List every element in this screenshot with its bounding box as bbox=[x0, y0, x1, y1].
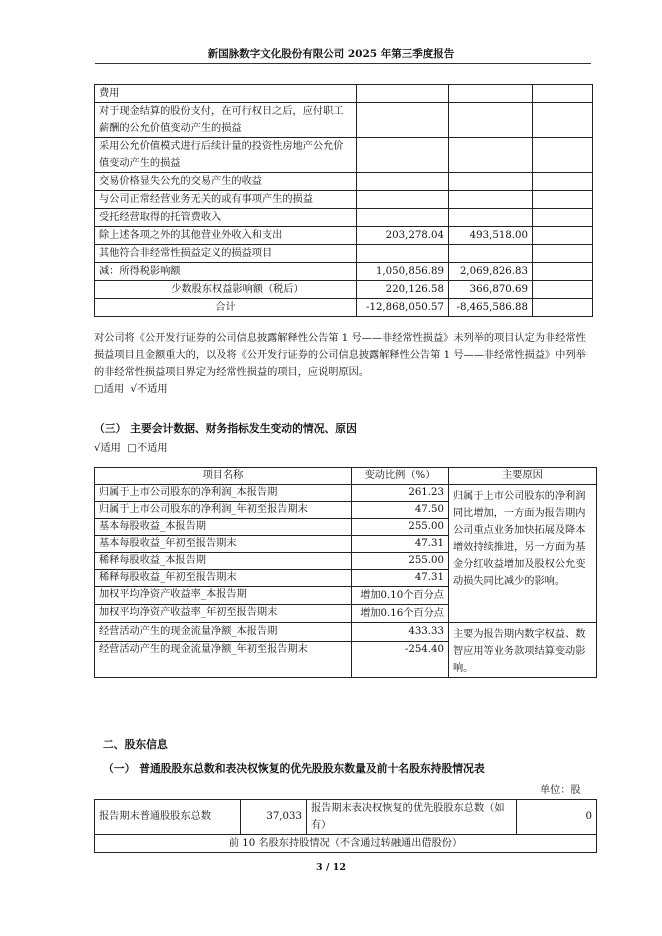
key-data-changes-table bbox=[94, 467, 597, 678]
table-row bbox=[95, 263, 593, 281]
section-title-changes: （三） 主要会计数据、财务指标发生变动的情况、原因 bbox=[94, 422, 357, 435]
row-ratio: 433.33 bbox=[352, 623, 449, 642]
row-ytd bbox=[449, 173, 533, 191]
table-row bbox=[95, 800, 597, 835]
row-ratio: 47.50 bbox=[352, 502, 449, 519]
row-ytd: 493,518.00 bbox=[449, 227, 533, 245]
row-item: 交易价格显失公允的交易产生的收益 bbox=[95, 173, 357, 191]
row-name: 基本每股收益_年初至报告期末 bbox=[95, 536, 352, 553]
row-note bbox=[533, 227, 593, 245]
explanation-paragraph: 对公司将《公开发行证券的公司信息披露解释性公告第 1 号——非经常性损益》未列举的项目认定为非经常性损益项目且金额重大的，以及将《公开发行证券的公司信息披露解释性公告第 1 号——非经常性损益》中列举的非经常性损益项目界定为经常性损益的项目，应说明原因。 bbox=[94, 333, 586, 378]
row-ratio: 261.23 bbox=[352, 485, 449, 502]
applicability-options-1 bbox=[94, 381, 594, 398]
row-ytd: 366,870.69 bbox=[449, 281, 533, 299]
table-row bbox=[95, 835, 597, 853]
table-row bbox=[95, 85, 593, 103]
row-ytd bbox=[449, 138, 533, 173]
row-item: 费用 bbox=[95, 85, 357, 103]
header-item-name: 项目名称 bbox=[95, 468, 352, 485]
table-row bbox=[95, 299, 593, 317]
row-name: 基本每股收益_本报告期 bbox=[95, 519, 352, 536]
row-item: 采用公允价值模式进行后续计量的投资性房地产公允价值变动产生的损益 bbox=[95, 138, 357, 173]
row-note bbox=[533, 209, 593, 227]
row-current bbox=[357, 191, 449, 209]
row-ratio: 47.31 bbox=[352, 536, 449, 553]
table-row bbox=[95, 485, 597, 502]
row-ytd bbox=[449, 209, 533, 227]
header-divider bbox=[95, 63, 591, 64]
row-note bbox=[533, 299, 593, 317]
row-item: 对于现金结算的股份支付，在可行权日之后，应付职工薪酬的公允价值变动产生的损益 bbox=[95, 103, 357, 138]
shareholder-count-table bbox=[94, 799, 597, 853]
common-shareholders-label: 报告期末普通股股东总数 bbox=[95, 800, 241, 835]
top10-shareholders-heading: 前 10 名股东持股情况（不含通过转融通出借股份） bbox=[95, 835, 597, 853]
header-main-reason: 主要原因 bbox=[449, 468, 597, 485]
table-row bbox=[95, 138, 593, 173]
row-reason-cashflow: 主要为报告期内数字权益、数智应用等业务款项结算变动影响。 bbox=[449, 623, 597, 678]
table-row bbox=[95, 227, 593, 245]
row-ytd bbox=[449, 85, 533, 103]
row-note bbox=[533, 263, 593, 281]
row-item: 其他符合非经常性损益定义的损益项目 bbox=[95, 245, 357, 263]
table-header-row bbox=[95, 468, 597, 485]
row-reason-profit: 归属于上市公司股东的净利润同比增加，一方面为报告期内公司重点业务加快拓展及降本增效持续推进，另一方面为基金分红收益增加及股权公允变动损失同比减少的影响。 bbox=[449, 485, 597, 623]
row-current bbox=[357, 209, 449, 227]
option-applicable: √适用 bbox=[94, 443, 121, 454]
row-name: 加权平均净资产收益率_本报告期 bbox=[95, 587, 352, 605]
table-row bbox=[95, 103, 593, 138]
subsection-title-shareholder-counts: （一） 普通股股东总数和表决权恢复的优先股股东数量及前十名股东持股情况表 bbox=[103, 762, 485, 775]
row-note bbox=[533, 103, 593, 138]
row-name: 经营活动产生的现金流量净额_本报告期 bbox=[95, 623, 352, 642]
row-note bbox=[533, 191, 593, 209]
table-row bbox=[95, 209, 593, 227]
table-row bbox=[95, 623, 597, 642]
row-current: 203,278.04 bbox=[357, 227, 449, 245]
row-name: 加权平均净资产收益率_年初至报告期末 bbox=[95, 605, 352, 623]
row-note bbox=[533, 85, 593, 103]
table-row bbox=[95, 173, 593, 191]
row-note bbox=[533, 138, 593, 173]
row-current bbox=[357, 245, 449, 263]
option-not-applicable: √不适用 bbox=[130, 384, 168, 395]
row-current bbox=[357, 85, 449, 103]
row-item: 与公司正常经营业务无关的或有事项产生的损益 bbox=[95, 191, 357, 209]
row-note bbox=[533, 173, 593, 191]
section-title-shareholders: 二、股东信息 bbox=[103, 738, 168, 751]
row-name: 稀释每股收益_本报告期 bbox=[95, 553, 352, 570]
row-ratio: -254.40 bbox=[352, 642, 449, 678]
row-note bbox=[533, 245, 593, 263]
row-current bbox=[357, 173, 449, 191]
row-ratio: 255.00 bbox=[352, 553, 449, 570]
row-note bbox=[533, 281, 593, 299]
row-current bbox=[357, 103, 449, 138]
option-applicable: □适用 bbox=[94, 384, 125, 395]
row-ratio: 增加0.16个百分点 bbox=[352, 605, 449, 623]
row-name: 归属于上市公司股东的净利润_本报告期 bbox=[95, 485, 352, 502]
row-item: 除上述各项之外的其他营业外收入和支出 bbox=[95, 227, 357, 245]
header-change-ratio: 变动比例（%） bbox=[352, 468, 449, 485]
table-row bbox=[95, 281, 593, 299]
row-ytd bbox=[449, 191, 533, 209]
row-ytd bbox=[449, 103, 533, 138]
row-item: 受托经营取得的托管费收入 bbox=[95, 209, 357, 227]
report-header-title: 新国脉数字文化股份有限公司 2025 年第三季度报告 bbox=[207, 48, 455, 60]
row-name: 稀释每股收益_年初至报告期末 bbox=[95, 570, 352, 587]
row-current: 220,126.58 bbox=[357, 281, 449, 299]
table-row bbox=[95, 245, 593, 263]
page-number: 3 / 12 bbox=[316, 862, 346, 873]
row-ratio: 255.00 bbox=[352, 519, 449, 536]
row-ytd: -8,465,586.88 bbox=[449, 299, 533, 317]
row-current: -12,868,050.57 bbox=[357, 299, 449, 317]
row-ytd bbox=[449, 245, 533, 263]
row-ratio: 47.31 bbox=[352, 570, 449, 587]
row-current bbox=[357, 138, 449, 173]
row-ratio: 增加0.10个百分点 bbox=[352, 587, 449, 605]
row-current: 1,050,856.89 bbox=[357, 263, 449, 281]
applicability-options-2 bbox=[94, 440, 594, 457]
common-shareholders-value: 37,033 bbox=[241, 800, 307, 835]
preferred-shareholders-label: 报告期末表决权恢复的优先股股东总数（如有） bbox=[307, 800, 517, 835]
row-name: 归属于上市公司股东的净利润_年初至报告期末 bbox=[95, 502, 352, 519]
row-item: 少数股东权益影响额（税后） bbox=[95, 281, 357, 299]
option-not-applicable: □不适用 bbox=[127, 443, 168, 454]
preferred-shareholders-value: 0 bbox=[517, 800, 597, 835]
row-item: 减：所得税影响额 bbox=[95, 263, 357, 281]
non-recurring-gains-table bbox=[94, 84, 593, 317]
row-name: 经营活动产生的现金流量净额_年初至报告期末 bbox=[95, 642, 352, 678]
table-row bbox=[95, 191, 593, 209]
row-ytd: 2,069,826.83 bbox=[449, 263, 533, 281]
unit-label: 单位：股 bbox=[540, 785, 581, 796]
row-item: 合计 bbox=[95, 299, 357, 317]
